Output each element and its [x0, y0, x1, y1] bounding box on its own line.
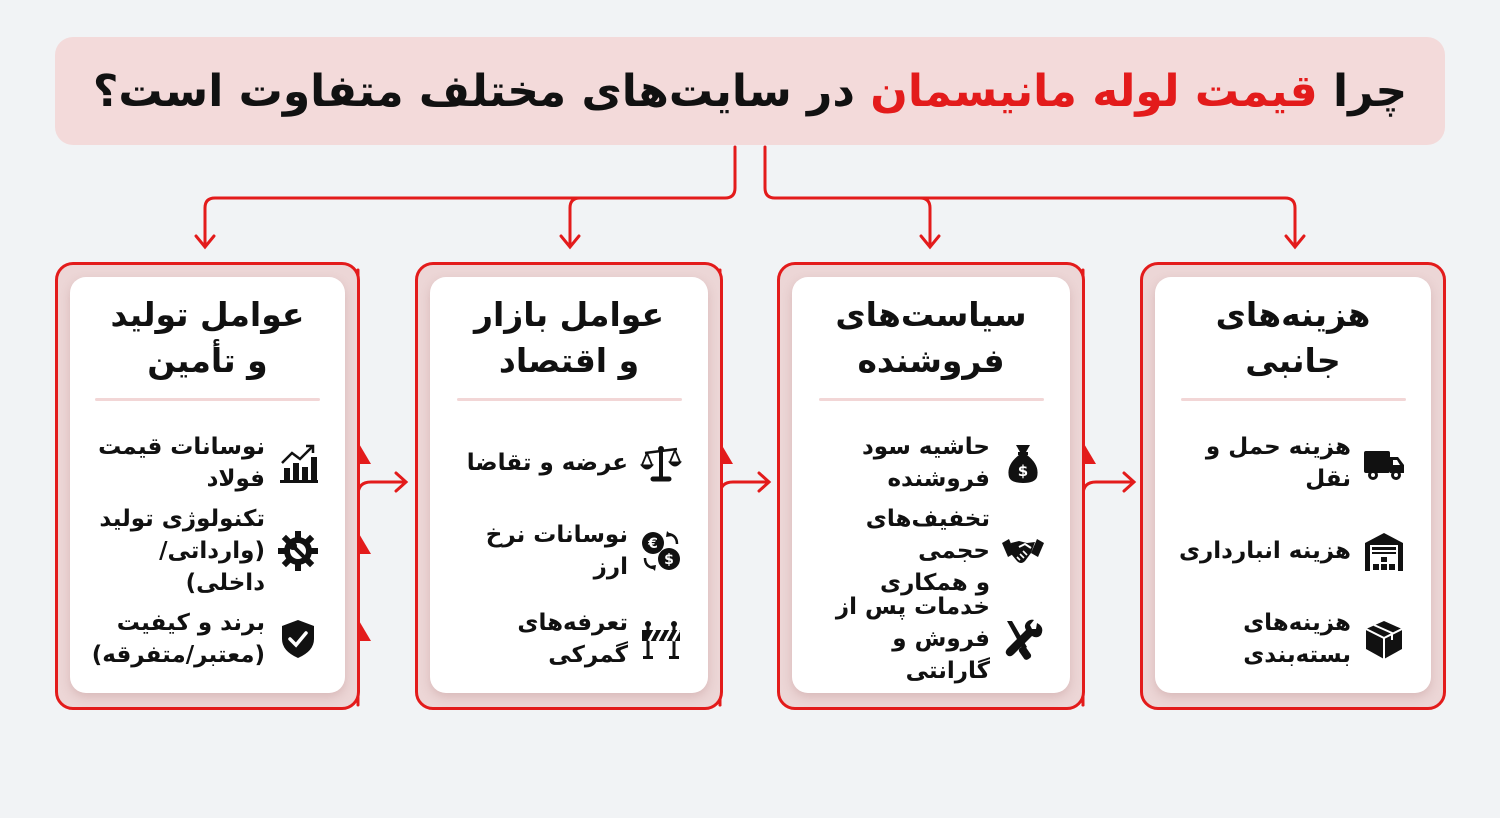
currency-exchange-icon — [638, 528, 684, 574]
card-title-line: سیاست‌های — [835, 294, 1027, 334]
divider — [457, 398, 682, 401]
item-label: و همکاری — [879, 570, 990, 596]
title-banner — [55, 37, 1445, 145]
item-label: (معتبر/متفرقه) — [91, 642, 265, 668]
card-title-line: عوامل بازار — [474, 294, 665, 334]
title-prefix: چرا — [1333, 65, 1408, 117]
balance-scale-icon — [638, 440, 684, 486]
item-label: برند و کیفیت — [116, 610, 265, 636]
item-label: تعرفه‌های گمرکی — [517, 610, 628, 668]
card-title-line: جانبی — [1245, 340, 1341, 380]
title-suffix: در سایت‌های مختلف متفاوت است؟ — [92, 65, 855, 117]
divider — [95, 398, 320, 401]
item-label: فولاد — [206, 466, 265, 492]
item-label: فروش و گارانتی — [892, 626, 990, 684]
item-label: خدمات پس از — [835, 594, 990, 620]
card-title-line: هزینه‌های — [1215, 294, 1371, 334]
title-accent: قیمت لوله مانیسمان — [870, 65, 1318, 117]
svg-text:$: $ — [1017, 462, 1029, 480]
list-item — [1173, 419, 1413, 507]
item-label: حاشیه سود — [861, 434, 990, 460]
card-title-line: فروشنده — [857, 340, 1005, 380]
list-item — [810, 419, 1052, 507]
card-title — [111, 291, 305, 384]
item-label: نوسانات قیمت — [98, 434, 265, 460]
card-seller-policies — [777, 262, 1085, 710]
card-title — [474, 291, 664, 384]
card-title — [1216, 291, 1371, 384]
barrier-icon — [638, 616, 684, 662]
item-label: هزینه حمل و نقل — [1205, 434, 1351, 492]
list-item — [1173, 595, 1413, 683]
gear-wrench-icon — [275, 528, 321, 574]
chart-growth-icon — [275, 440, 321, 486]
list-item — [448, 507, 690, 595]
warehouse-icon — [1361, 528, 1407, 574]
list-item — [88, 507, 327, 595]
list-item — [88, 419, 327, 507]
svg-text:$: $ — [664, 552, 674, 568]
item-label: عرضه و تقاضا — [466, 450, 628, 476]
card-title — [835, 291, 1026, 384]
item-label: نوسانات نرخ ارز — [485, 522, 628, 580]
tools-icon — [1000, 616, 1046, 662]
shield-check-icon — [275, 616, 321, 662]
card-production-supply — [55, 262, 360, 710]
card-title-line: عوامل تولید — [110, 294, 305, 334]
item-label: تکنولوژی تولید — [99, 506, 265, 532]
list-item — [810, 595, 1052, 683]
item-label: (وارداتی/داخلی) — [159, 538, 265, 596]
divider — [819, 398, 1044, 401]
card-side-costs — [1140, 262, 1446, 710]
card-market-economy — [415, 262, 723, 710]
truck-icon — [1361, 440, 1407, 486]
list-item — [448, 595, 690, 683]
list-item — [448, 419, 690, 507]
money-bag-icon — [1000, 440, 1046, 486]
list-item — [88, 595, 327, 683]
item-label: فروشنده — [887, 466, 990, 492]
handshake-icon — [1000, 528, 1046, 574]
item-label: تخفیف‌های حجمی — [865, 506, 990, 564]
divider — [1181, 398, 1406, 401]
svg-text:€: € — [648, 536, 658, 552]
card-title-line: و اقتصاد — [498, 340, 640, 380]
item-label: هزینه‌های بسته‌بندی — [1243, 610, 1351, 668]
page-title — [93, 66, 1407, 117]
list-item — [1173, 507, 1413, 595]
card-title-line: و تأمین — [147, 340, 268, 380]
box-icon — [1361, 616, 1407, 662]
list-item — [810, 507, 1052, 595]
item-label: هزینه انبارداری — [1178, 538, 1351, 564]
